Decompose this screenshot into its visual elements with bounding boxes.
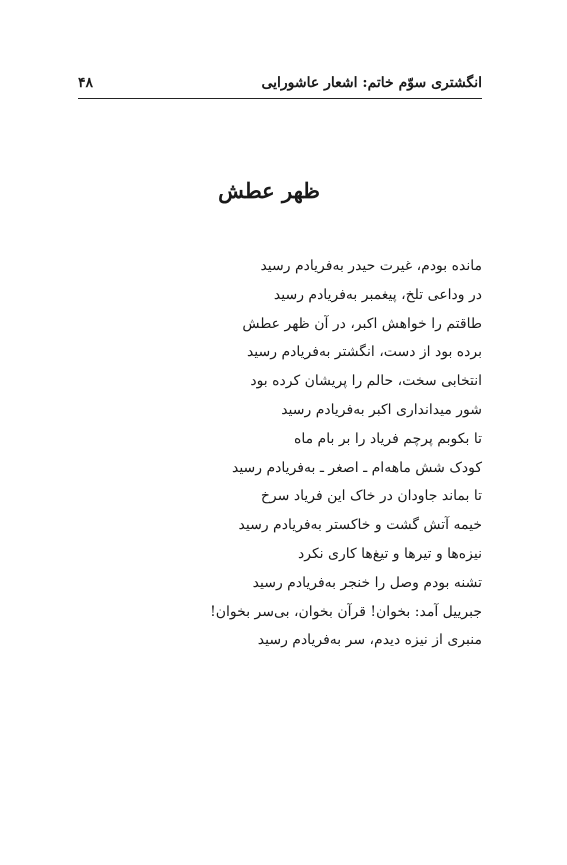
- poem-line: برده بود از دست، انگشتر به‌فریادم رسید: [246, 344, 482, 361]
- poem-line: مانده بودم، غیرت حیدر به‌فریادم رسید: [260, 258, 482, 274]
- poem-line: انتخابی سخت، حالم را پریشان کرده بود: [250, 373, 482, 390]
- poem-line: جبرییل آمد: بخوان! قرآن بخوان، بی‌سر بخوان!: [210, 603, 482, 620]
- poem-line: کودک شش ماهه‌ام ـ اصغر ـ به‌فریادم رسید: [231, 459, 482, 476]
- poem-line: طاقتم را خواهش اکبر، در آن ظهر عطش: [242, 315, 482, 332]
- page-number: ۴۸: [78, 75, 94, 91]
- poem-line: تشنه بودم وصل را خنجر به‌فریادم رسید: [252, 574, 482, 591]
- poem-line: شور میدانداری اکبر به‌فریادم رسید: [281, 401, 482, 418]
- poem-line: منبری از نیزه دیدم، سر به‌فریادم رسید: [257, 632, 482, 649]
- poem-line: نیزه‌ها و تیرها و تیغ‌ها کاری نکرد: [297, 545, 482, 562]
- page-header: [78, 74, 482, 99]
- poem-body: [162, 252, 482, 655]
- running-title: انگشتری سوّم خاتم: اشعار عاشورایی: [261, 75, 482, 91]
- poem-title: ظهر عطش: [218, 178, 320, 203]
- poem-line: در وداعی تلخ، پیغمبر به‌فریادم رسید: [273, 286, 482, 303]
- poem-line: تا بکوبم پرچم فریاد را بر بام ماه: [294, 430, 482, 447]
- poem-line: تا بماند جاودان در خاک این فریاد سرخ: [260, 488, 482, 505]
- poem-line: خیمه آتش گشت و خاکستر به‌فریادم رسید: [238, 517, 482, 534]
